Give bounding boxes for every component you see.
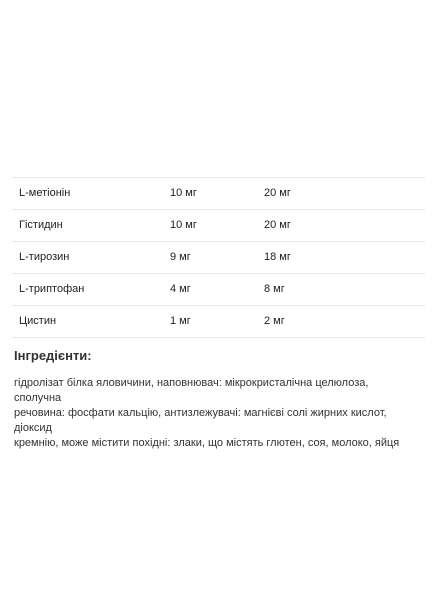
amount-per-day: 20 мг	[264, 187, 291, 199]
amount-per-serving: 10 мг	[170, 187, 197, 199]
amount-per-day: 20 мг	[264, 219, 291, 231]
ingredients-heading: Інгредієнти:	[14, 348, 92, 363]
ingredients-text	[14, 376, 414, 451]
amount-per-day: 8 мг	[264, 283, 285, 295]
amount-per-day: 2 мг	[264, 315, 285, 327]
table-row	[12, 210, 425, 242]
amount-per-serving: 1 мг	[170, 315, 191, 327]
amino-acid-table	[12, 177, 425, 338]
amino-acid-name: Гістидин	[19, 219, 63, 231]
amount-per-day: 18 мг	[264, 251, 291, 263]
ingredients-line: речовина: фосфати кальцію, антизлежувачі: магнієві солі жирних кислот, діоксид	[14, 407, 387, 434]
table-row	[12, 306, 425, 338]
table-row	[12, 178, 425, 210]
amino-acid-name: Цистин	[19, 315, 57, 327]
amount-per-serving: 4 мг	[170, 283, 191, 295]
table-row	[12, 274, 425, 306]
amount-per-serving: 10 мг	[170, 219, 197, 231]
ingredients-line: кремнію, може містити похідні: злаки, що містять глютен, соя, молоко, яйця	[14, 437, 400, 449]
amino-acid-name: L-тирозин	[19, 251, 70, 263]
amount-per-serving: 9 мг	[170, 251, 191, 263]
ingredients-line: гідролізат білка яловичини, наповнювач: мікрокристалічна целюлоза, сполучна	[14, 377, 369, 404]
table-row	[12, 242, 425, 274]
amino-acid-name: L-метіонін	[19, 187, 71, 199]
amino-acid-name: L-триптофан	[19, 283, 85, 295]
